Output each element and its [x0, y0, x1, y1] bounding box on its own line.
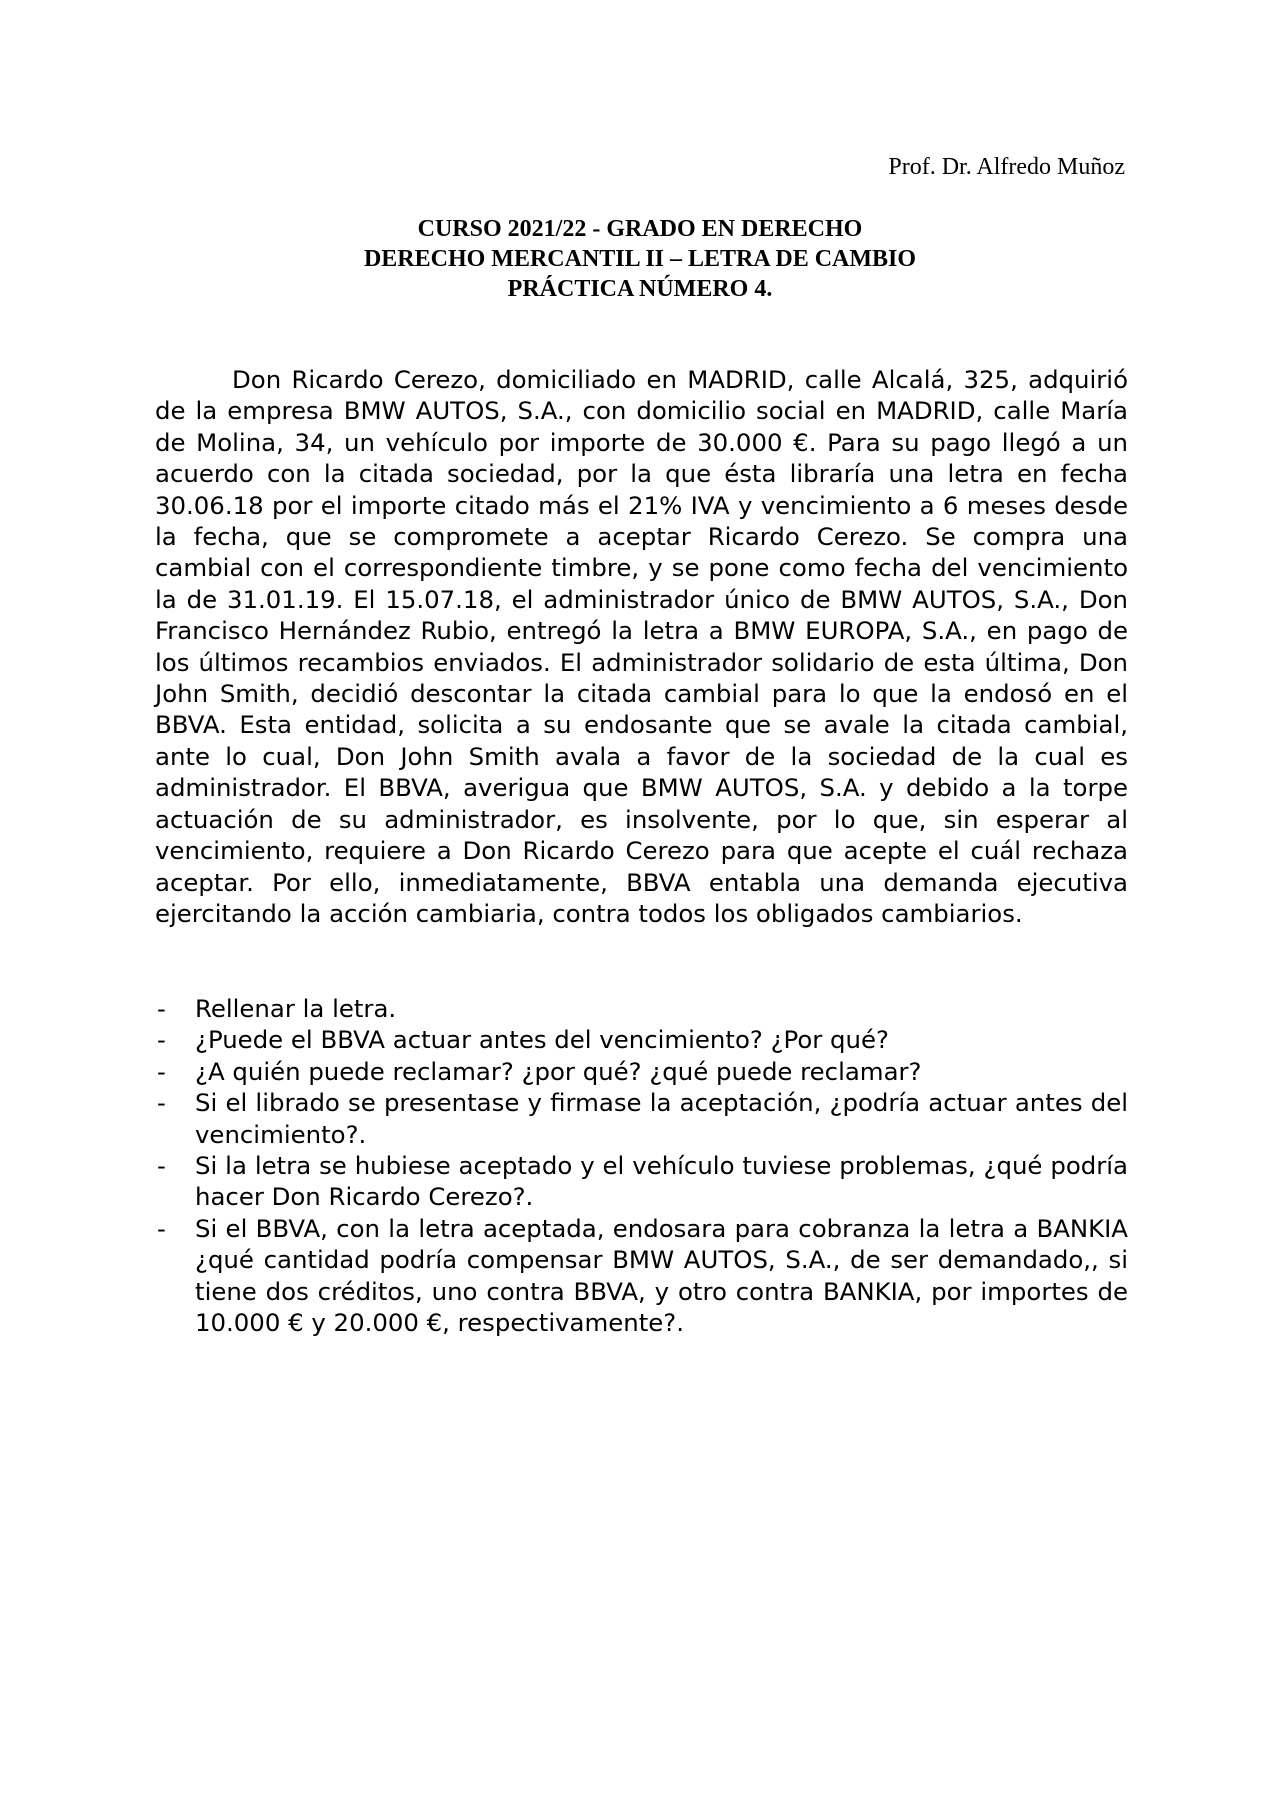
question-text: Si la letra se hubiese aceptado y el vehículo tuviese problemas, ¿qué podría hacer Don Ricardo Cerezo?.	[195, 1151, 1128, 1212]
question-item	[155, 1056, 1128, 1087]
bullet-dash: -	[157, 1025, 166, 1055]
question-text: Si el librado se presentase y firmase la aceptación, ¿podría actuar antes del vencimiento?.	[195, 1088, 1128, 1149]
question-item	[155, 1150, 1128, 1213]
question-item	[155, 993, 1128, 1024]
case-statement: Don Ricardo Cerezo, domiciliado en MADRID, calle Alcalá, 325, adquirió de la empresa BMW AUTOS, S.A., con domicilio social en MADRID, calle María de Molina, 34, un vehículo por importe de 30.000 €. Para su pago llegó a un acuerdo con la citada sociedad, por la que ésta libraría una letra en fecha 30.06.18 por el importe citado más el 21% IVA y vencimiento a 6 meses desde la fecha, que se compromete a aceptar Ricardo Cerezo. Se compra una cambial con el correspondiente timbre, y se pone como fecha del vencimiento la de 31.01.19. El 15.07.18, el administrador único de BMW AUTOS, S.A., Don Francisco Hernández Rubio, entregó la letra a BMW EUROPA, S.A., en pago de los últimos recambios enviados. El administrador solidario de esta última, Don John Smith, decidió descontar la citada cambial para lo que la endosó en el BBVA. Esta entidad, solicita a su endosante que se avale la citada cambial, ante lo cual, Don John Smith avala a favor de la sociedad de la cual es administrador. El BBVA, averigua que BMW AUTOS, S.A. y debido a la torpe actuación de su administrador, es insolvente, por lo que, sin esperar al vencimiento, requiere a Don Ricardo Cerezo para que acepte el cuál rechaza aceptar. Por ello, inmediatamente, BBVA entabla una demanda ejecutiva ejercitando la acción cambiaria, contra todos los obligados cambiarios.	[155, 365, 1128, 928]
question-item	[155, 1024, 1128, 1055]
question-text: ¿A quién puede reclamar? ¿por qué? ¿qué puede reclamar?	[195, 1056, 922, 1086]
question-item	[155, 1087, 1128, 1150]
author-line: Prof. Dr. Alfredo Muñoz	[888, 154, 1125, 180]
question-text: Rellenar la letra.	[195, 994, 397, 1023]
question-text: Si el BBVA, con la letra aceptada, endosara para cobranza la letra a BANKIA ¿qué cantidad podría compensar BMW AUTOS, S.A., de ser demandado,, si tiene dos créditos, uno contra BBVA, y otro contra BANKIA, por importes de 10.000 € y 20.000 €, respectivamente?.	[195, 1213, 1128, 1338]
bullet-dash: -	[157, 1213, 166, 1243]
heading-practice-line: PRÁCTICA NÚMERO 4.	[507, 276, 773, 302]
bullet-dash: -	[157, 1056, 166, 1086]
bullet-dash: -	[157, 994, 166, 1023]
bullet-dash: -	[157, 1088, 166, 1118]
heading-course-line: CURSO 2021/22 - GRADO EN DERECHO	[417, 216, 863, 242]
bullet-dash: -	[157, 1151, 166, 1181]
document-heading	[155, 214, 1125, 304]
question-list	[155, 993, 1128, 1338]
question-text: ¿Puede el BBVA actuar antes del vencimiento? ¿Por qué?	[195, 1025, 889, 1055]
question-item	[155, 1213, 1128, 1339]
heading-subject-line: DERECHO MERCANTIL II – LETRA DE CAMBIO	[363, 246, 917, 272]
